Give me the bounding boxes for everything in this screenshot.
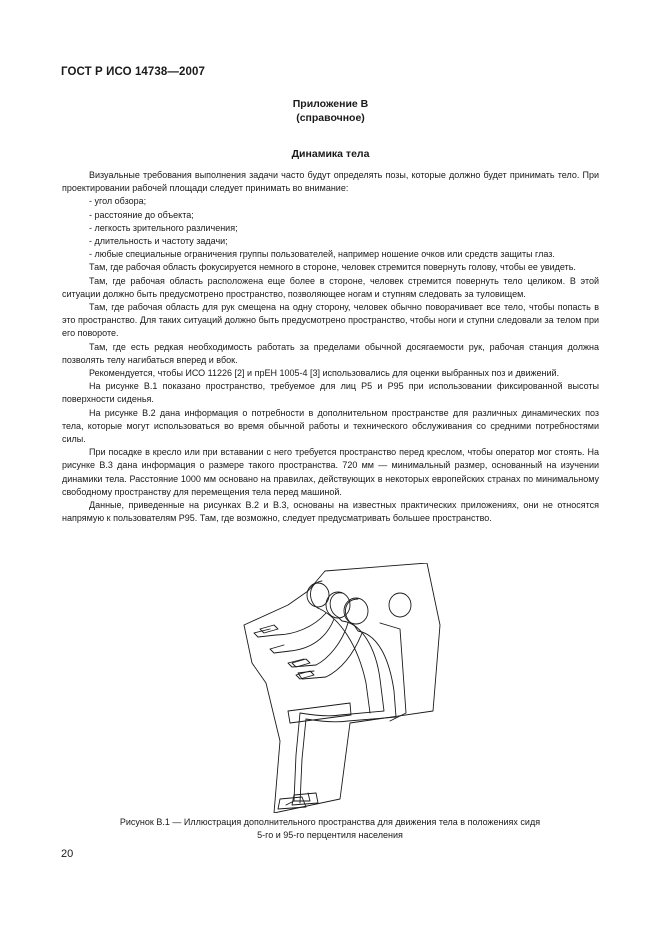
- arm-outline: [254, 613, 326, 637]
- body-outline: [311, 581, 371, 713]
- seat: [288, 703, 351, 723]
- paragraph: При посадке в кресло или при вставании с него требуется пространство перед креслом, чтобы оператор мог стоять. На рисунке В.3 дана информация о размере такого пространства. 720 мм — минимальный размер, основанный на изучении динамики тела. Расстояние 1000 мм основано на правилах, действующих в некоторых европейских странах по минимальному свободному пространству для перемещения тела перед машиной.: [62, 447, 599, 497]
- list-item: - легкость зрительного различения;: [89, 222, 238, 233]
- list-item: - длительность и частоту задачи;: [89, 236, 228, 247]
- paragraph: На рисунке В.2 дана информация о потребности в дополнительном пространстве для различных динамических поз тела, которые могут использоваться во время обычной работы и технического обслуживания со средними потребностями силы.: [62, 407, 599, 445]
- caption-line: 5-го и 95-го перцентиля населения: [257, 830, 403, 840]
- arm-outline: [288, 623, 348, 667]
- figure-caption: [80, 816, 580, 842]
- head: [389, 593, 411, 617]
- chair-back: [380, 623, 406, 721]
- arm-outline: [270, 619, 334, 653]
- annex-heading: [0, 97, 661, 125]
- body-text: [62, 169, 599, 525]
- body-outline: [300, 599, 396, 803]
- standard-header: ГОСТ Р ИСО 14738—2007: [61, 66, 206, 78]
- caption-line: Рисунок В.1 — Иллюстрация дополнительного пространства для движения тела в положениях сидя: [119, 817, 541, 827]
- head: [344, 598, 368, 624]
- list-item: - любые специальные ограничения группы пользователей, например ношение очков или средств защиты глаз.: [89, 249, 555, 260]
- page-number: 20: [61, 848, 74, 860]
- annex-subtitle: (справочное): [296, 112, 365, 124]
- paragraph: Визуальные требования выполнения задачи часто будут определять позы, которые должно будет принимать тело. При проектировании рабочей площади следует принимать во внимание:: [62, 170, 599, 194]
- paragraph: Там, где рабочая область для рук смещена на одну сторону, человек обычно поворачивает все тело, чтобы попасть в это пространство. Для таких ситуаций должно быть предусмотрено пространство, чтобы ноги и ступни следовали за телом при его повороте.: [62, 302, 599, 339]
- list-item: - расстояние до объекта;: [89, 209, 194, 220]
- list-item: - угол обзора;: [89, 196, 147, 207]
- body-outline: [286, 593, 384, 805]
- seated-body-dynamics-figure: [230, 563, 450, 813]
- paragraph: Рекомендуется, чтобы ИСО 11226 [2] и прЕН 1005-4 [3] использовались для оценки выбранных поз и движений.: [89, 368, 560, 379]
- paragraph: Там, где есть редкая необходимость работать за пределами обычной досягаемости рук, рабочая станция должна позволять телу нагибаться вперед и вбок.: [62, 341, 599, 365]
- paragraph: Данные, приведенные на рисунках В.2 и В.3, основаны на известных практических приложениях, они не относятся напрямую к пользователям Р95. Там, где возможно, следует предусматривать большее пространство.: [62, 500, 599, 524]
- paragraph: Там, где рабочая область расположена еще более в стороне, человек стремится повернуть тело целиком. В этой ситуации должно быть предусмотрено пространство, позволяющее ногам и ступням следовать за туловищем.: [62, 275, 599, 299]
- paragraph: Там, где рабочая область фокусируется немного в стороне, человек стремится повернуть голову, чтобы ее увидеть.: [89, 262, 576, 273]
- section-title: Динамика тела: [291, 148, 370, 160]
- foot: [292, 793, 318, 805]
- annex-title: Приложение В: [292, 98, 369, 110]
- paragraph: На рисунке В.1 показано пространство, требуемое для лиц Р5 и Р95 при использовании фиксированной высоты поверхности сиденья.: [62, 381, 599, 405]
